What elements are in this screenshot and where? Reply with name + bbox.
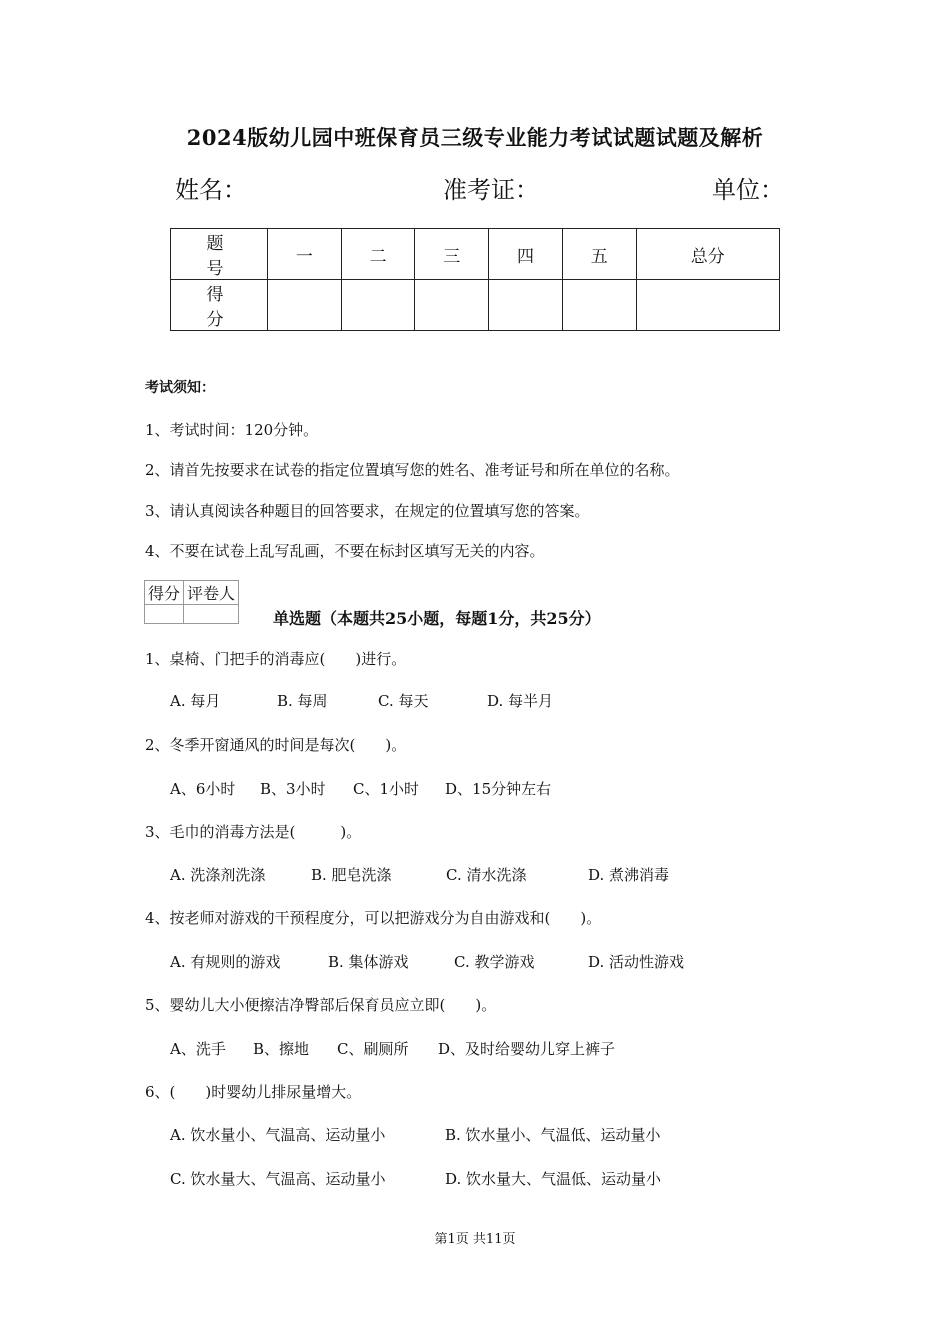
score-cell[interactable] (268, 280, 342, 331)
score-header-cell: 题 号 (171, 229, 268, 280)
notice-heading: 考试须知： (145, 380, 215, 396)
score-header-cell: 一 (268, 229, 342, 280)
score-cell[interactable] (636, 280, 779, 331)
page-footer: 第1页 共11页 (434, 1232, 516, 1247)
question-option[interactable]: B. 集体游戏 (328, 953, 409, 971)
question-option[interactable]: B、3小时 (260, 780, 326, 798)
score-header-cell: 四 (489, 229, 563, 280)
question-option[interactable]: B、擦地 (253, 1040, 310, 1058)
score-table (170, 228, 780, 331)
grader-score-label: 得分 (145, 581, 184, 605)
score-table-score-row (171, 280, 780, 331)
notice-item: 1、考试时间：120分钟。 (145, 421, 319, 439)
question-option[interactable]: A. 饮水量小、气温高、运动量小 (170, 1126, 386, 1144)
question-option[interactable]: C. 教学游戏 (454, 953, 535, 971)
notice-item: 4、不要在试卷上乱写乱画，不要在标封区填写无关的内容。 (145, 542, 545, 560)
question-option[interactable]: C. 清水洗涤 (446, 866, 527, 884)
question-text: 6、( )时婴幼儿排尿量增大。 (145, 1083, 362, 1101)
document-title: 2024版幼儿园中班保育员三级专业能力考试试题试题及解析 (186, 125, 764, 150)
question-option[interactable]: D. 活动性游戏 (588, 953, 685, 971)
question-option[interactable]: C. 饮水量大、气温高、运动量小 (170, 1170, 386, 1188)
question-option[interactable]: A、洗手 (170, 1040, 226, 1058)
score-cell[interactable] (341, 280, 415, 331)
question-option[interactable]: B. 每周 (277, 692, 328, 710)
question-option[interactable]: A. 有规则的游戏 (170, 953, 281, 971)
notice-item: 2、请首先按要求在试卷的指定位置填写您的姓名、准考证号和所在单位的名称。 (145, 461, 680, 479)
unit-field-label: 单位： (712, 176, 784, 204)
name-field-label: 姓名： (175, 176, 247, 204)
question-option[interactable]: D. 煮沸消毒 (588, 866, 670, 884)
score-table-header-row (171, 229, 780, 280)
score-header-cell: 总分 (636, 229, 779, 280)
section-title: 单选题（本题共25小题，每题1分，共25分） (273, 609, 601, 628)
score-header-cell: 三 (415, 229, 489, 280)
question-text: 5、婴幼儿大小便擦洁净臀部后保育员应立即( )。 (145, 996, 497, 1014)
question-text: 1、桌椅、门把手的消毒应( )进行。 (145, 650, 407, 668)
question-text: 4、按老师对游戏的干预程度分，可以把游戏分为自由游戏和( )。 (145, 909, 602, 927)
score-header-cell: 二 (341, 229, 415, 280)
question-option[interactable]: D、15分钟左右 (445, 780, 552, 798)
question-text: 2、冬季开窗通风的时间是每次( )。 (145, 736, 407, 754)
question-option[interactable]: B. 肥皂洗涤 (311, 866, 392, 884)
question-option[interactable]: D. 每半月 (487, 692, 554, 710)
score-row-label: 得 分 (171, 280, 268, 331)
question-option[interactable]: A、6小时 (170, 780, 236, 798)
score-cell[interactable] (562, 280, 636, 331)
question-option[interactable]: C、1小时 (353, 780, 420, 798)
question-option[interactable]: C. 每天 (378, 692, 429, 710)
score-cell[interactable] (415, 280, 489, 331)
grader-score-cell[interactable] (145, 605, 184, 624)
question-option[interactable]: B. 饮水量小、气温低、运动量小 (445, 1126, 661, 1144)
grader-name-cell[interactable] (184, 605, 239, 624)
question-option[interactable]: D. 饮水量大、气温低、运动量小 (445, 1170, 662, 1188)
score-header-cell: 五 (562, 229, 636, 280)
question-option[interactable]: A. 洗涤剂洗涤 (170, 866, 266, 884)
grader-box (144, 580, 239, 624)
notice-item: 3、请认真阅读各种题目的回答要求，在规定的位置填写您的答案。 (145, 502, 590, 520)
question-option[interactable]: A. 每月 (170, 692, 221, 710)
score-cell[interactable] (489, 280, 563, 331)
question-option[interactable]: D、及时给婴幼儿穿上裤子 (438, 1040, 616, 1058)
question-option[interactable]: C、刷厕所 (337, 1040, 409, 1058)
exam-id-field-label: 准考证： (443, 176, 539, 204)
question-text: 3、毛巾的消毒方法是( )。 (145, 823, 362, 841)
grader-name-label: 评卷人 (184, 581, 239, 605)
